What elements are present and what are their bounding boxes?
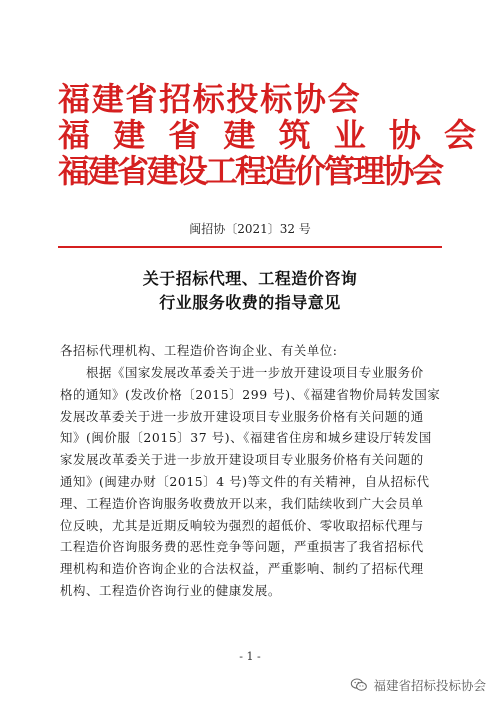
watermark xyxy=(350,676,486,694)
document-number: 闽招协〔2021〕32 号 xyxy=(189,222,311,236)
paragraph-line: 发展改革委关于进一步放开建设项目专业服务价格有关问题的通 xyxy=(60,408,424,424)
body-paragraph xyxy=(60,362,444,602)
title-line-1: 关于招标代理、工程造价咨询 xyxy=(142,269,358,288)
red-divider xyxy=(58,246,442,248)
title-line-2: 行业服务收费的指导意见 xyxy=(159,293,341,312)
header-line-2: 福 建 省 建 筑 业 协 会 xyxy=(58,116,482,154)
salutation: 各招标代理机构、工程造价咨询企业、有关单位: xyxy=(60,343,338,358)
paragraph-line: 根据《国家发展改革委关于进一步放开建设项目专业服务价 xyxy=(60,365,424,380)
watermark-text: 福建省招标投标协会 xyxy=(373,678,486,693)
paragraph-line: 位反映，尤其是近期反响较为强烈的超低价、零收取招标代理与 xyxy=(60,517,424,533)
paragraph-line: 家发展改革委关于进一步放开建设项目专业服务价格有关问题的 xyxy=(60,452,424,468)
paragraph-line: 机构、工程造价咨询行业的健康发展。 xyxy=(60,582,281,598)
header-line-1: 福建省招标投标协会 xyxy=(58,80,362,118)
paragraph-line: 通知》(闽建办财〔2015〕4 号)等文件的有关精神，自从招标代 xyxy=(60,473,430,489)
paragraph-line: 格的通知》(发改价格〔2015〕299 号)、《福建省物价局转发国家 xyxy=(60,386,441,402)
paragraph-line: 理机构和造价咨询企业的合法权益，严重影响、制约了招标代理 xyxy=(60,561,424,577)
paragraph-line: 理、工程造价咨询服务收费放开以来，我们陆续收到广大会员单 xyxy=(60,495,424,511)
paragraph-line: 知》(闽价服〔2015〕37 号)、《福建省住房和城乡建设厅转发国 xyxy=(60,430,432,446)
header-line-3: 福建省建设工程造价管理协会 xyxy=(58,152,442,190)
page-number: - 1 - xyxy=(239,650,261,663)
wechat-icon xyxy=(350,678,368,692)
paragraph-line: 工程造价咨询服务费的恶性竞争等问题，严重损害了我省招标代 xyxy=(60,539,424,555)
